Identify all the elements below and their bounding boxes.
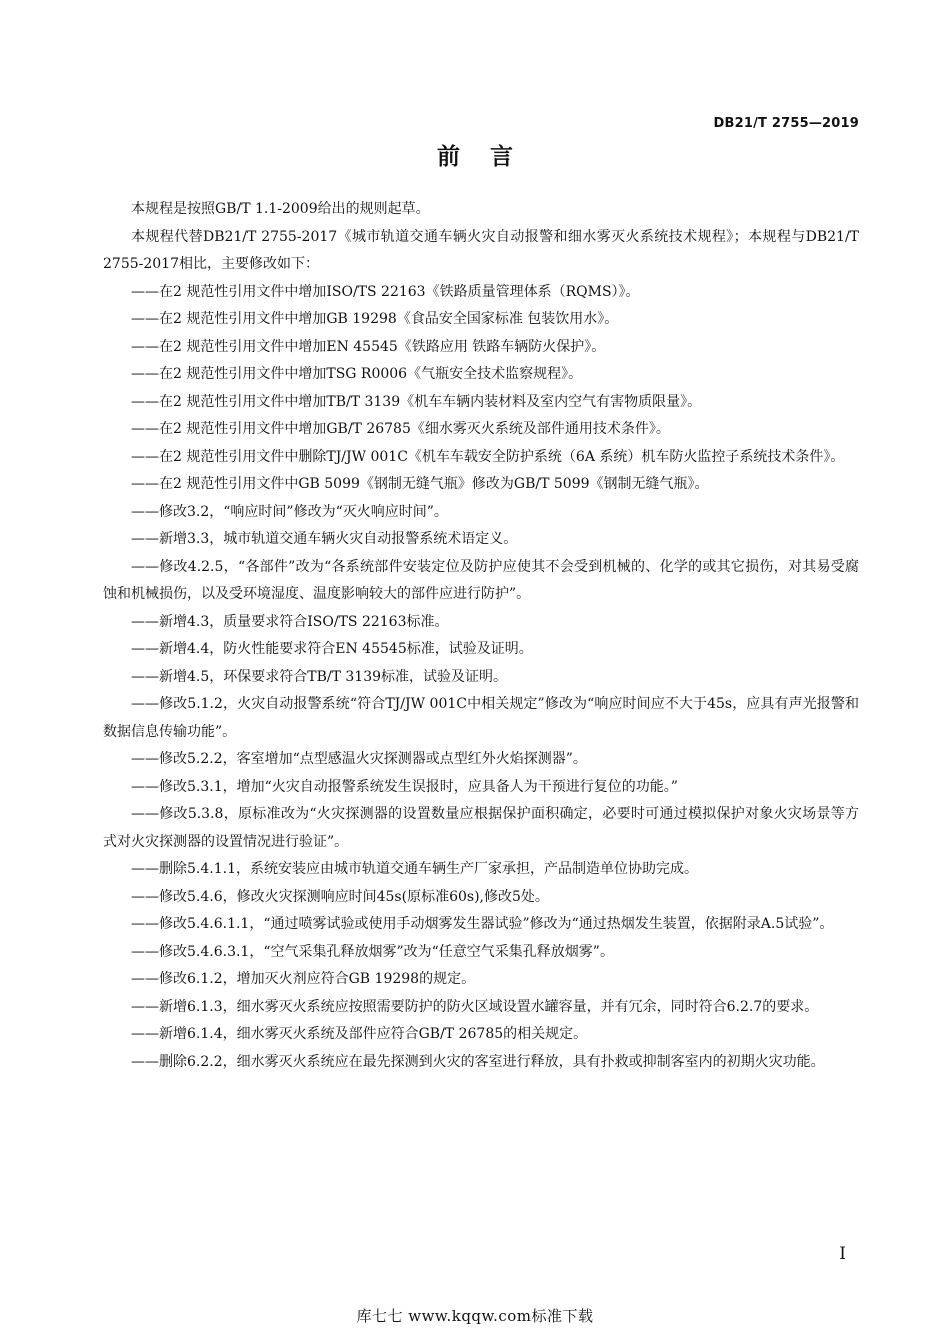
page-number: I bbox=[839, 1244, 846, 1264]
list-item: ——在2 规范性引用文件中增加TB/T 3139《机车车辆内装材料及室内空气有害物质限量》。 bbox=[131, 393, 702, 410]
list-item: ——修改5.3.1，增加“火灾自动报警系统发生误报时，应具备人为干预进行复位的功能。” bbox=[131, 778, 678, 795]
list-item: ——新增4.4，防火性能要求符合EN 45545标准，试验及证明。 bbox=[131, 641, 533, 657]
list-item: ——新增6.1.3，细水雾灭火系统应按照需要防护的防火区域设置水罐容量，并有冗余，同时符合6.2.7的要求。 bbox=[131, 998, 819, 1015]
list-item: ——在2 规范性引用文件中GB 5099《钢制无缝气瓶》修改为GB/T 5099《钢制无缝气瓶》。 bbox=[131, 476, 709, 492]
list-item: ——在2 规范性引用文件中增加GB 19298《食品安全国家标准 包装饮用水》。 bbox=[131, 311, 619, 327]
list-item: ——新增4.3，质量要求符合ISO/TS 22163标准。 bbox=[131, 613, 449, 630]
list-item: ——删除5.4.1.1，系统安装应由城市轨道交通车辆生产厂家承担，产品制造单位协助完成。 bbox=[131, 861, 698, 877]
list-item: ——修改5.4.6，修改火灾探测响应时间45s(原标准60s),修改5处。 bbox=[131, 888, 549, 905]
list-item: ——修改3.2，“响应时间”修改为“灭火响应时间”。 bbox=[131, 503, 448, 520]
list-item: ——新增4.5，环保要求符合TB/T 3139标准，试验及证明。 bbox=[131, 668, 508, 685]
list-item: ——删除6.2.2，细水雾灭火系统应在最先探测到火灾的客室进行释放，具有扑救或抑制客室内的初期火灾功能。 bbox=[131, 1053, 825, 1070]
list-item: ——在2 规范性引用文件中删除TJ/JW 001C《机车车载安全防护系统（6A 系统）机车防火监控子系统技术条件》。 bbox=[131, 448, 845, 465]
list-item: ——修改5.1.2，火灾自动报警系统“符合TJ/JW 001C中相关规定”修改为“响应时间应不大于45s，应具有声光报警和数据信息传输功能”。 bbox=[103, 696, 859, 740]
list-item: ——修改5.4.6.3.1，“空气采集孔释放烟雾”改为“任意空气采集孔释放烟雾”。 bbox=[131, 943, 614, 960]
list-item: ——新增6.1.4，细水雾灭火系统及部件应符合GB/T 26785的相关规定。 bbox=[131, 1026, 588, 1042]
list-item: ——在2 规范性引用文件中增加EN 45545《铁路应用 铁路车辆防火保护》。 bbox=[131, 338, 606, 355]
footer-watermark: 库七七 www.kqqw.com标准下载 bbox=[356, 1307, 594, 1325]
paragraph: 本规程是按照GB/T 1.1-2009给出的规则起草。 bbox=[131, 201, 430, 217]
list-item: ——修改4.2.5，“各部件”改为“各系统部件安装定位及防护应使其不会受到机械的、化学的或其它损伤，对其易受腐蚀和机械损伤，以及受环境湿度、温度影响较大的部件应进行防护”。 bbox=[103, 558, 859, 602]
list-item: ——在2 规范性引用文件中增加TSG R0006《气瓶安全技术监察规程》。 bbox=[131, 366, 583, 382]
list-item: ——修改5.2.2，客室增加“点型感温火灾探测器或点型红外火焰探测器”。 bbox=[131, 751, 587, 767]
list-item: ——修改5.3.8，原标准改为“火灾探测器的设置数量应根据保护面积确定，必要时可通过模拟保护对象火灾场景等方式对火灾探测器的设置情况进行验证”。 bbox=[103, 806, 859, 850]
document-code: DB21/T 2755—2019 bbox=[713, 116, 859, 131]
document-body bbox=[103, 196, 859, 1076]
list-item: ——在2 规范性引用文件中增加GB/T 26785《细水雾灭火系统及部件通用技术条件》。 bbox=[131, 421, 670, 437]
paragraph: 本规程代替DB21/T 2755-2017《城市轨道交通车辆火灾自动报警和细水雾灭火系统技术规程》；本规程与DB21/T 2755-2017相比，主要修改如下： bbox=[103, 228, 859, 272]
list-item: ——修改5.4.6.1.1，“通过喷雾试验或使用手动烟雾发生器试验”修改为“通过热烟发生装置，依据附录A.5试验”。 bbox=[131, 916, 834, 932]
list-item: ——修改6.1.2，增加灭火剂应符合GB 19298的规定。 bbox=[131, 971, 476, 987]
page-title: 前言 bbox=[437, 144, 543, 170]
list-item: ——在2 规范性引用文件中增加ISO/TS 22163《铁路质量管理体系（RQMS）》。 bbox=[131, 283, 640, 300]
list-item: ——新增3.3，城市轨道交通车辆火灾自动报警系统术语定义。 bbox=[131, 531, 518, 547]
